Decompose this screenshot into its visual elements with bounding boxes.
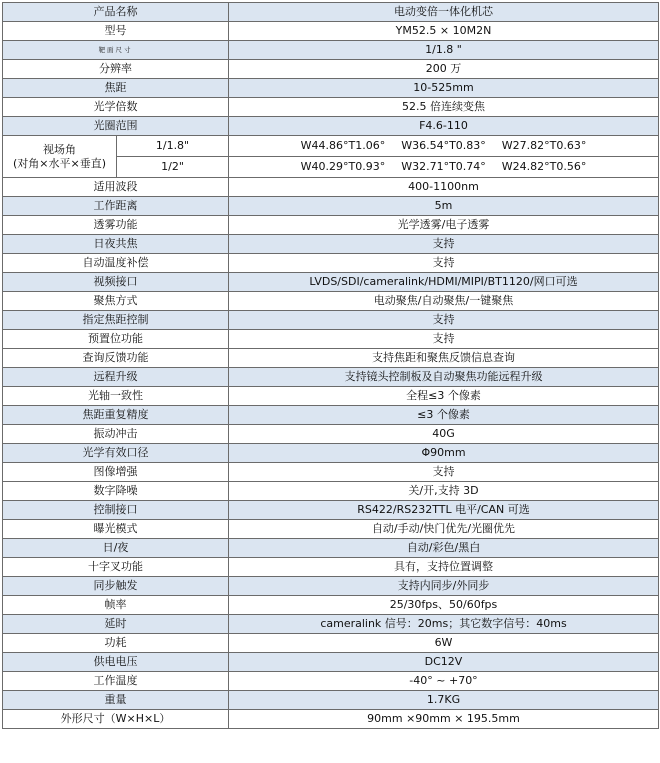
- spec-label: 光学有效口径: [3, 444, 229, 463]
- spec-value: 400-1100nm: [229, 178, 659, 197]
- fov-narrow-1: W27.82°T0.63°: [501, 139, 587, 152]
- spec-label: 日夜共焦: [3, 235, 229, 254]
- spec-label: 指定焦距控制: [3, 311, 229, 330]
- spec-value: 200 万: [229, 60, 659, 79]
- fov-sensor-1: 1/1.8": [117, 136, 229, 157]
- fov-wide-2: W40.29°T0.93°: [300, 160, 386, 173]
- spec-value: 40G: [229, 425, 659, 444]
- spec-value: 支持镜头控制板及自动聚焦功能远程升级: [229, 368, 659, 387]
- spec-label: 振动冲击: [3, 425, 229, 444]
- table-row: [3, 539, 659, 558]
- spec-label: 远程升级: [3, 368, 229, 387]
- spec-label: 焦距: [3, 79, 229, 98]
- spec-label: 图像增强: [3, 463, 229, 482]
- spec-value: -40° ~ +70°: [229, 672, 659, 691]
- spec-label: 供电电压: [3, 653, 229, 672]
- table-row: [3, 710, 659, 729]
- spec-table: [2, 2, 659, 729]
- spec-value: 具有，支持位置调整: [229, 558, 659, 577]
- table-row: [3, 254, 659, 273]
- spec-value: 5m: [229, 197, 659, 216]
- table-row: [3, 273, 659, 292]
- spec-label: 光学倍数: [3, 98, 229, 117]
- spec-label: 工作距离: [3, 197, 229, 216]
- spec-label: 视频接口: [3, 273, 229, 292]
- spec-value: 全程≤3 个像素: [229, 387, 659, 406]
- spec-value: 1/1.8 ": [229, 41, 659, 60]
- spec-value: F4.6-110: [229, 117, 659, 136]
- spec-value: Φ90mm: [229, 444, 659, 463]
- spec-label: 曝光模式: [3, 520, 229, 539]
- table-row: [3, 425, 659, 444]
- table-row: [3, 501, 659, 520]
- table-row: [3, 178, 659, 197]
- spec-label: 光圈范围: [3, 117, 229, 136]
- table-row: [3, 235, 659, 254]
- spec-label: 自动温度补偿: [3, 254, 229, 273]
- table-row: [3, 406, 659, 425]
- fov-label-line2: (对角×水平×垂直): [12, 156, 107, 170]
- spec-value: 支持: [229, 254, 659, 273]
- spec-value: YM52.5 × 10M2N: [229, 22, 659, 41]
- spec-label: 适用波段: [3, 178, 229, 197]
- spec-value: 关/开,支持 3D: [229, 482, 659, 501]
- spec-label: 焦距重复精度: [3, 406, 229, 425]
- spec-label: 查询反馈功能: [3, 349, 229, 368]
- fov-values-1: [229, 136, 659, 157]
- spec-value: 电动变倍一体化机芯: [229, 3, 659, 22]
- spec-label: 外形尺寸（W×H×L）: [3, 710, 229, 729]
- spec-label: 数字降噪: [3, 482, 229, 501]
- spec-value: 支持焦距和聚焦反馈信息查询: [229, 349, 659, 368]
- spec-label: 光轴一致性: [3, 387, 229, 406]
- spec-value: 25/30fps、50/60fps: [229, 596, 659, 615]
- table-row: [3, 691, 659, 710]
- spec-label: 延时: [3, 615, 229, 634]
- spec-value: 90mm ×90mm × 195.5mm: [229, 710, 659, 729]
- fov-section: [3, 136, 659, 178]
- table-row: [3, 558, 659, 577]
- spec-label: 预置位功能: [3, 330, 229, 349]
- spec-value: 52.5 倍连续变焦: [229, 98, 659, 117]
- spec-value: 10-525mm: [229, 79, 659, 98]
- spec-value: 支持: [229, 463, 659, 482]
- table-row: [3, 482, 659, 501]
- spec-label: 功耗: [3, 634, 229, 653]
- table-row: [3, 292, 659, 311]
- table-row: [3, 463, 659, 482]
- spec-label: 控制接口: [3, 501, 229, 520]
- spec-value: 自动/手动/快门优先/光圈优先: [229, 520, 659, 539]
- table-row: [3, 577, 659, 596]
- table-row: [3, 330, 659, 349]
- spec-label: 十字叉功能: [3, 558, 229, 577]
- table-row: [3, 444, 659, 463]
- spec-value: 1.7KG: [229, 691, 659, 710]
- spec-value: 6W: [229, 634, 659, 653]
- fov-values-2: [229, 157, 659, 178]
- fov-mid-2: W32.71°T0.74°: [401, 160, 486, 173]
- spec-table-bottom: [3, 178, 659, 729]
- fov-narrow-2: W24.82°T0.56°: [501, 160, 587, 173]
- spec-value: 光学透雾/电子透雾: [229, 216, 659, 235]
- spec-label: 透雾功能: [3, 216, 229, 235]
- spec-table-top: [3, 3, 659, 136]
- fov-mid-1: W36.54°T0.83°: [401, 139, 486, 152]
- table-row: [3, 197, 659, 216]
- table-row: [3, 520, 659, 539]
- table-row: [3, 653, 659, 672]
- spec-value: LVDS/SDI/cameralink/HDMI/MIPI/BT1120/网口可选: [229, 273, 659, 292]
- spec-value: 电动聚焦/自动聚焦/一键聚焦: [229, 292, 659, 311]
- spec-value: 支持: [229, 330, 659, 349]
- spec-label: 型号: [3, 22, 229, 41]
- table-row: [3, 22, 659, 41]
- table-row: [3, 311, 659, 330]
- spec-value: RS422/RS232TTL 电平/CAN 可选: [229, 501, 659, 520]
- spec-label: 产品名称: [3, 3, 229, 22]
- table-row: [3, 596, 659, 615]
- table-row: [3, 387, 659, 406]
- table-row: [3, 41, 659, 60]
- table-row: [3, 216, 659, 235]
- spec-label: 聚焦方式: [3, 292, 229, 311]
- table-row: [3, 98, 659, 117]
- spec-value: 支持内同步/外同步: [229, 577, 659, 596]
- table-row: [3, 672, 659, 691]
- table-row: [3, 117, 659, 136]
- table-row: [3, 634, 659, 653]
- spec-label: 帧率: [3, 596, 229, 615]
- spec-label: 同步触发: [3, 577, 229, 596]
- spec-label: 日/夜: [3, 539, 229, 558]
- spec-value: cameralink 信号：20ms；其它数字信号：40ms: [229, 615, 659, 634]
- spec-label: 工作温度: [3, 672, 229, 691]
- spec-label: 靶面尺寸: [3, 41, 229, 60]
- table-row: [3, 60, 659, 79]
- spec-value: ≤3 个像素: [229, 406, 659, 425]
- fov-wide-1: W44.86°T1.06°: [300, 139, 386, 152]
- spec-value: 支持: [229, 311, 659, 330]
- table-row: [3, 615, 659, 634]
- spec-label: 分辨率: [3, 60, 229, 79]
- table-row: [3, 79, 659, 98]
- table-row: [3, 136, 659, 157]
- spec-label: 重量: [3, 691, 229, 710]
- table-row: [3, 349, 659, 368]
- fov-sensor-2: 1/2": [117, 157, 229, 178]
- spec-value: 支持: [229, 235, 659, 254]
- spec-value: 自动/彩色/黑白: [229, 539, 659, 558]
- table-row: [3, 368, 659, 387]
- table-row: [3, 3, 659, 22]
- fov-label-line1: 视场角: [43, 142, 76, 156]
- spec-value: DC12V: [229, 653, 659, 672]
- fov-label-cell: [3, 136, 117, 178]
